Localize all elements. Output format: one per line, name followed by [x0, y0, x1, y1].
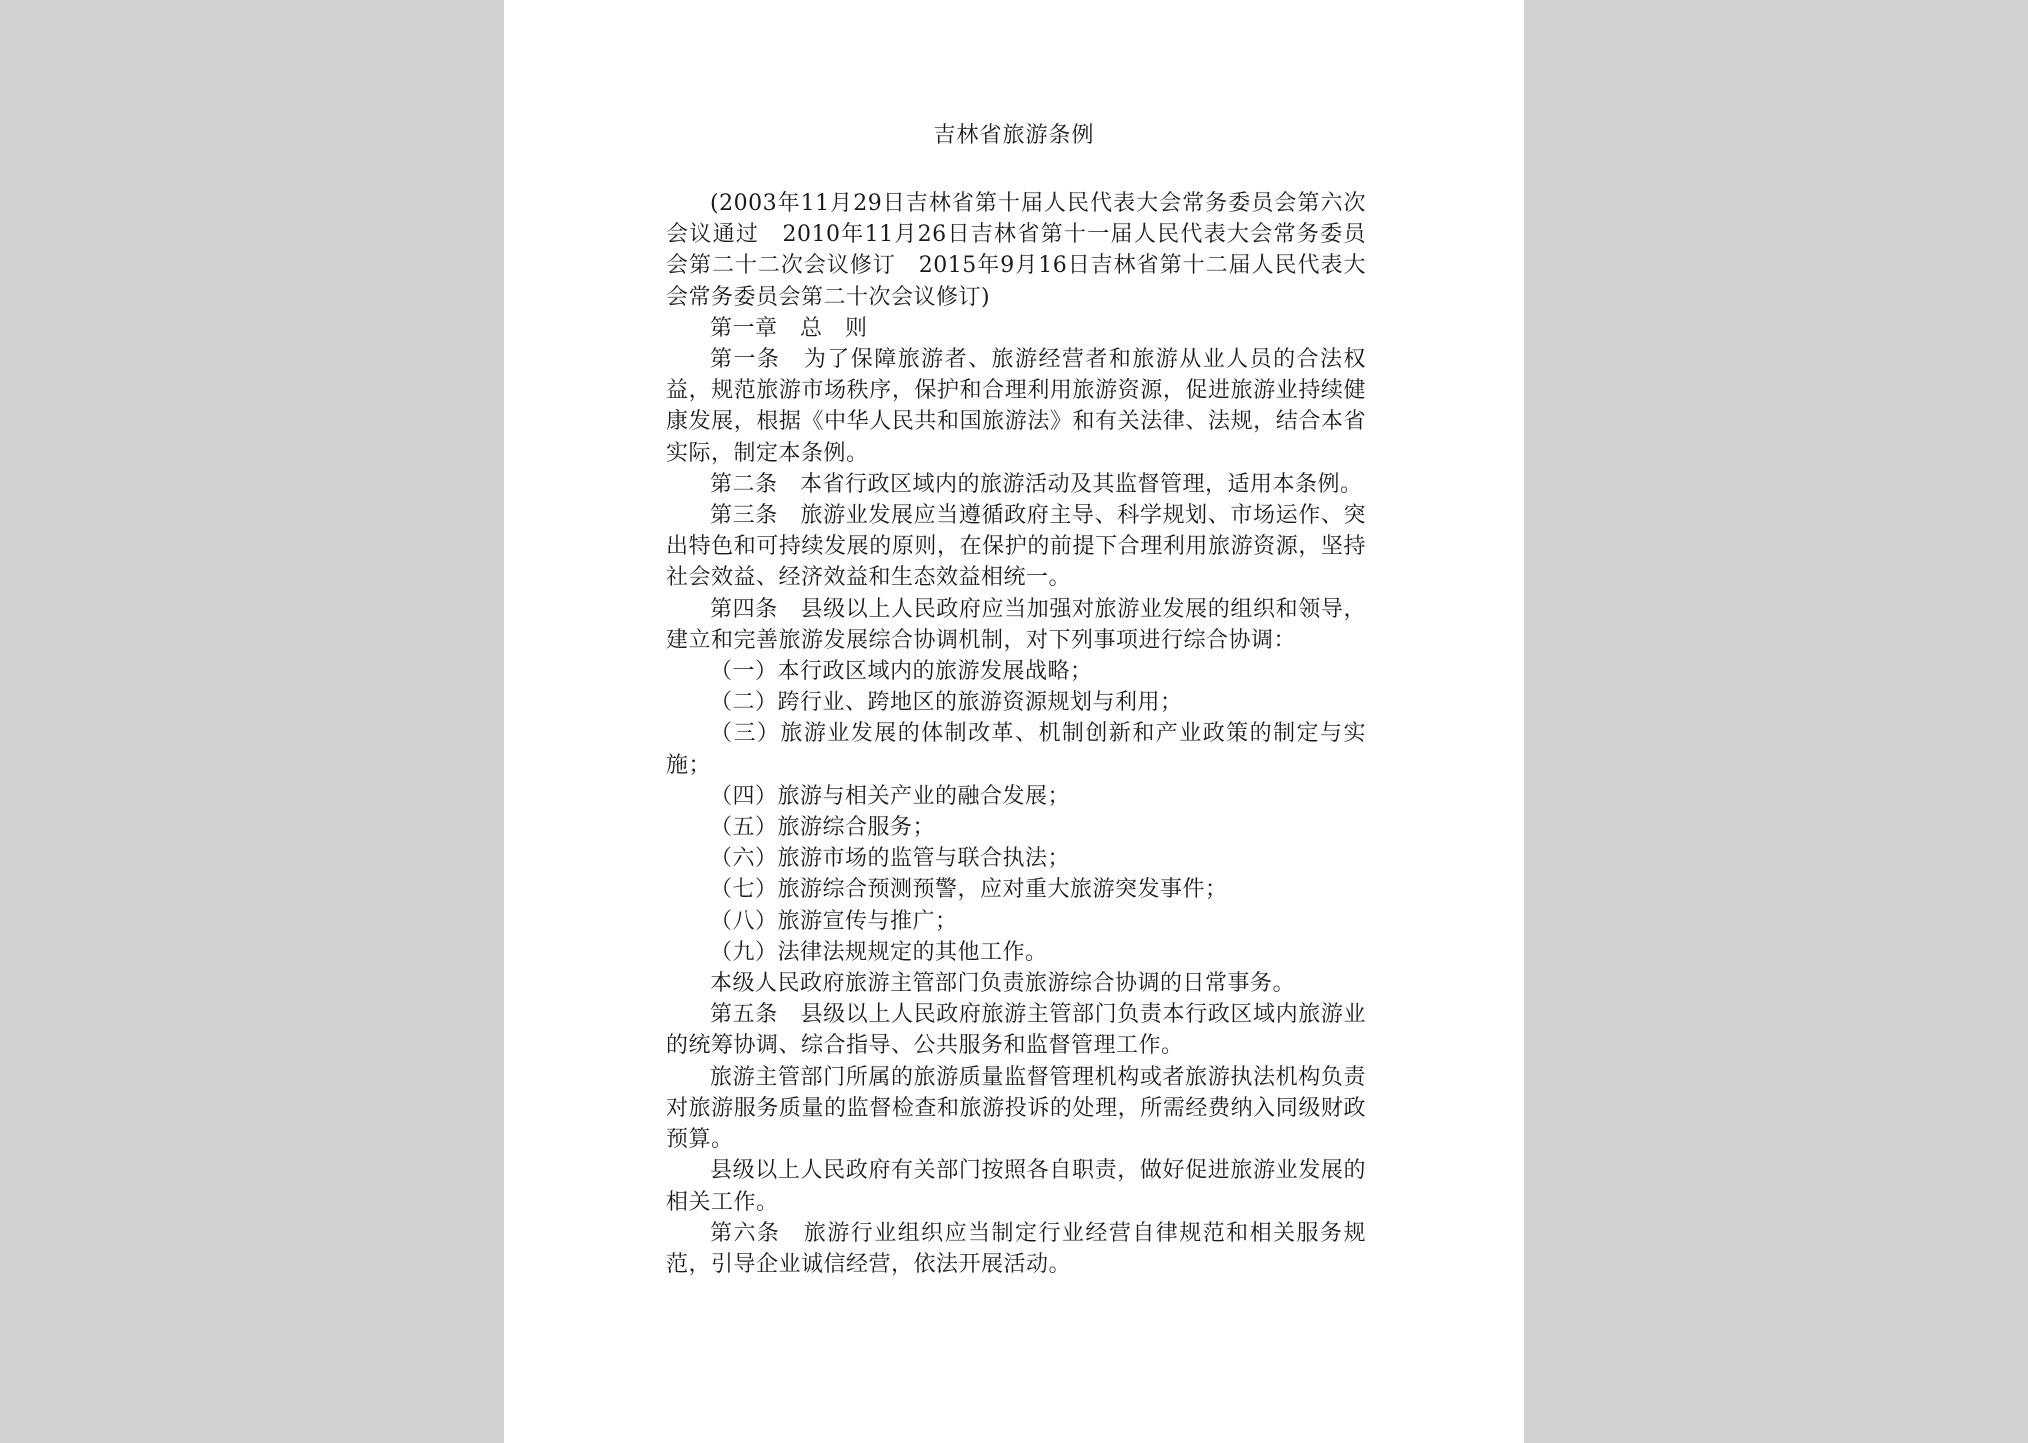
list-item: （四）旅游与相关产业的融合发展； — [710, 783, 1071, 809]
list-item: （二）跨行业、跨地区的旅游资源规划与利用； — [710, 690, 1183, 716]
preamble-paragraph: (2003年11月29日吉林省第十届人民代表大会常务委员会第六次会议通过 2010年11月26日吉林省第十一届人民代表大会常务委员会第二十二次会议修订 2015年9月16日吉林省第十二届人民代表大会常务委员会第二十次会议修订) — [666, 191, 1366, 310]
article-paragraph: 第六条 旅游行业组织应当制定行业经营自律规范和相关服务规范，引导企业诚信经营，依法开展活动。 — [666, 1220, 1366, 1277]
list-item: （一）本行政区域内的旅游发展战略； — [710, 659, 1093, 685]
article-paragraph: 第五条 县级以上人民政府旅游主管部门负责本行政区域内旅游业的统筹协调、综合指导、公共服务和监督管理工作。 — [666, 1002, 1366, 1059]
list-item: （七）旅游综合预测预警，应对重大旅游突发事件； — [710, 877, 1228, 903]
article-paragraph: 第四条 县级以上人民政府应当加强对旅游业发展的组织和领导，建立和完善旅游发展综合协调机制，对下列事项进行综合协调： — [666, 596, 1366, 653]
article-paragraph: 第二条 本省行政区域内的旅游活动及其监督管理，适用本条例。 — [710, 471, 1363, 497]
article-paragraph: 第一条 为了保障旅游者、旅游经营者和旅游从业人员的合法权益，规范旅游市场秩序，保护和合理利用旅游资源，促进旅游业持续健康发展，根据《中华人民共和国旅游法》和有关法律、法规，结合本省实际，制定本条例。 — [666, 347, 1366, 466]
body-paragraph: 旅游主管部门所属的旅游质量监督管理机构或者旅游执法机构负责对旅游服务质量的监督检查和旅游投诉的处理，所需经费纳入同级财政预算。 — [666, 1064, 1366, 1153]
list-item: （六）旅游市场的监管与联合执法； — [710, 846, 1071, 872]
body-paragraph: 本级人民政府旅游主管部门负责旅游综合协调的日常事务。 — [710, 971, 1296, 997]
list-item: （三）旅游业发展的体制改革、机制创新和产业政策的制定与实施； — [666, 721, 1366, 778]
chapter-heading: 第一章 总 则 — [710, 315, 868, 341]
article-paragraph: 第三条 旅游业发展应当遵循政府主导、科学规划、市场运作、突出特色和可持续发展的原则，在保护的前提下合理利用旅游资源，坚持社会效益、经济效益和生态效益相统一。 — [666, 503, 1366, 591]
document-page — [504, 0, 1524, 1443]
list-item: （八）旅游宣传与推广； — [710, 908, 958, 934]
body-paragraph: 县级以上人民政府有关部门按照各自职责，做好促进旅游业发展的相关工作。 — [666, 1158, 1366, 1215]
list-item: （九）法律法规规定的其他工作。 — [710, 939, 1048, 965]
document-body — [666, 188, 1366, 1280]
document-title: 吉林省旅游条例 — [933, 123, 1095, 148]
list-item: （五）旅游综合服务； — [710, 815, 936, 841]
